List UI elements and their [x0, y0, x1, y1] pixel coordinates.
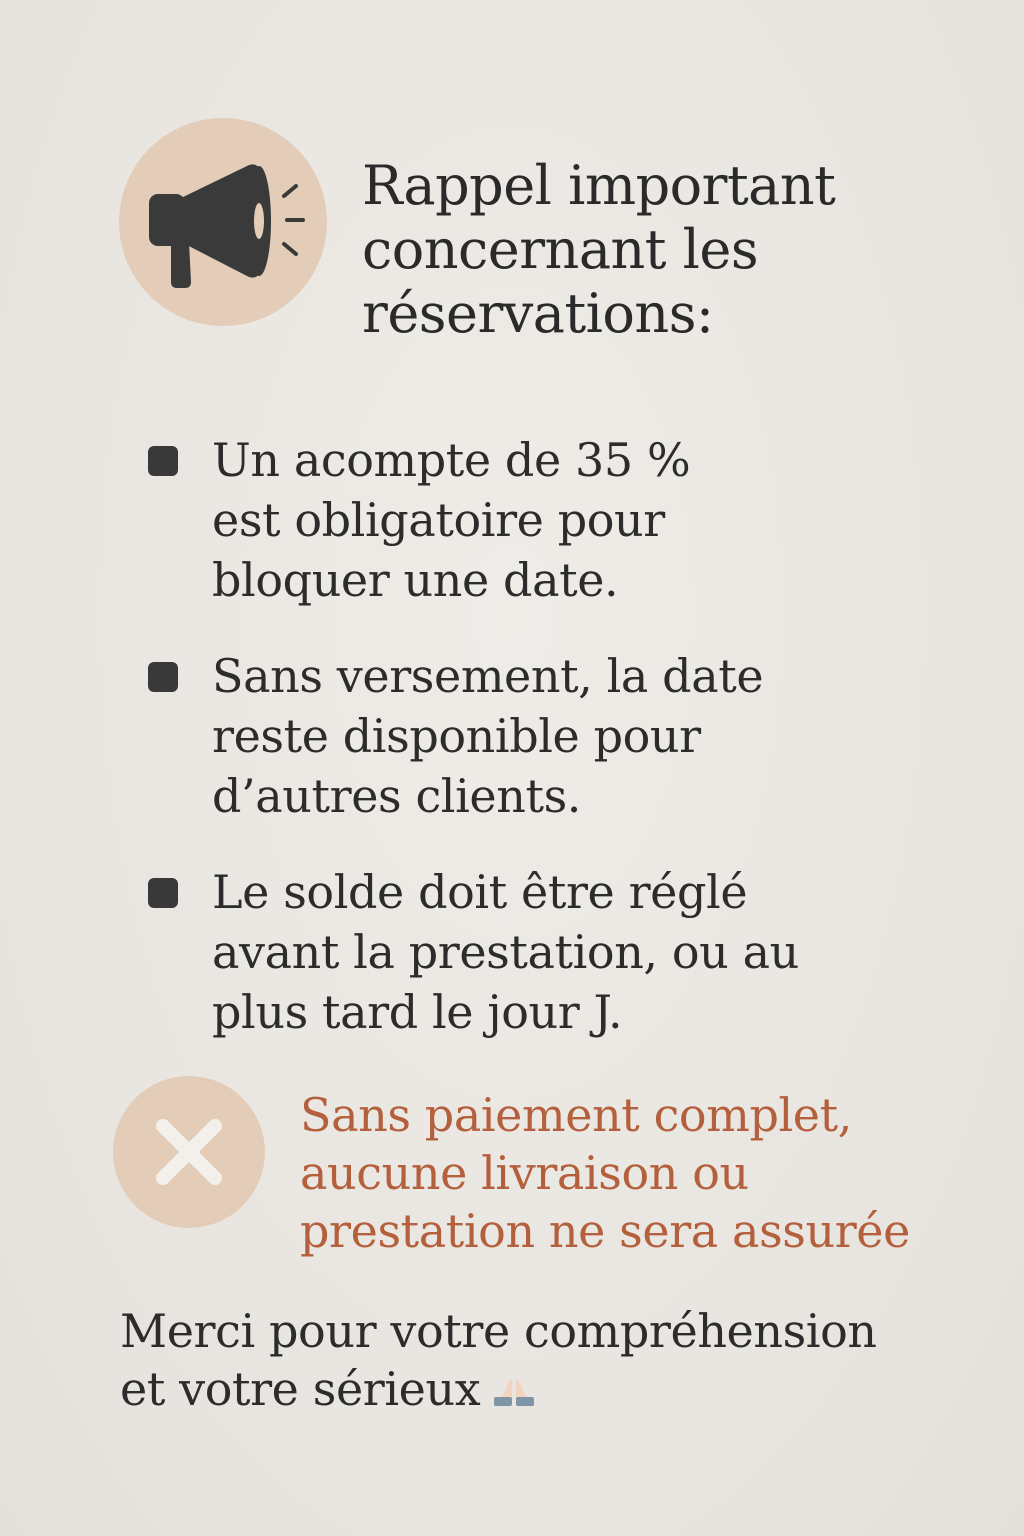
- warning-line: aucune livraison ou: [300, 1146, 749, 1200]
- close-x-icon-badge: [113, 1076, 265, 1228]
- list-item: [146, 430, 906, 610]
- praying-hands-icon: [490, 1377, 538, 1407]
- list-item-line: Un acompte de 35 %: [212, 433, 691, 487]
- list-item-line: bloquer une date.: [212, 553, 619, 607]
- title-line: concernant les: [362, 218, 759, 281]
- square-bullet-icon: [148, 878, 178, 908]
- list-item-line: plus tard le jour J.: [212, 985, 623, 1039]
- payment-warning: [300, 1086, 1000, 1260]
- list-item: [146, 862, 906, 1042]
- thanks-line: et votre sérieux: [120, 1362, 481, 1416]
- square-bullet-icon: [148, 446, 178, 476]
- warning-line: prestation ne sera assurée: [300, 1204, 910, 1258]
- square-bullet-icon: [148, 662, 178, 692]
- list-item-line: est obligatoire pour: [212, 493, 665, 547]
- list-item-line: avant la prestation, ou au: [212, 925, 799, 979]
- list-item: [146, 646, 906, 826]
- list-item-line: reste disponible pour: [212, 709, 701, 763]
- title-line: Rappel important: [362, 154, 836, 217]
- page-title: [362, 154, 982, 346]
- megaphone-icon-badge: [119, 118, 327, 326]
- warning-line: Sans paiement complet,: [300, 1088, 852, 1142]
- thanks-line-wrap: [120, 1360, 980, 1418]
- list-item-line: d’autres clients.: [212, 769, 581, 823]
- thanks-line: Merci pour votre compréhension: [120, 1304, 877, 1358]
- list-item-line: Sans versement, la date: [212, 649, 764, 703]
- close-x-icon: [113, 1076, 265, 1228]
- rules-list: [146, 430, 906, 1078]
- megaphone-icon: [119, 118, 327, 326]
- title-line: réservations:: [362, 282, 714, 345]
- thank-you-message: [120, 1302, 980, 1418]
- list-item-line: Le solde doit être réglé: [212, 865, 748, 919]
